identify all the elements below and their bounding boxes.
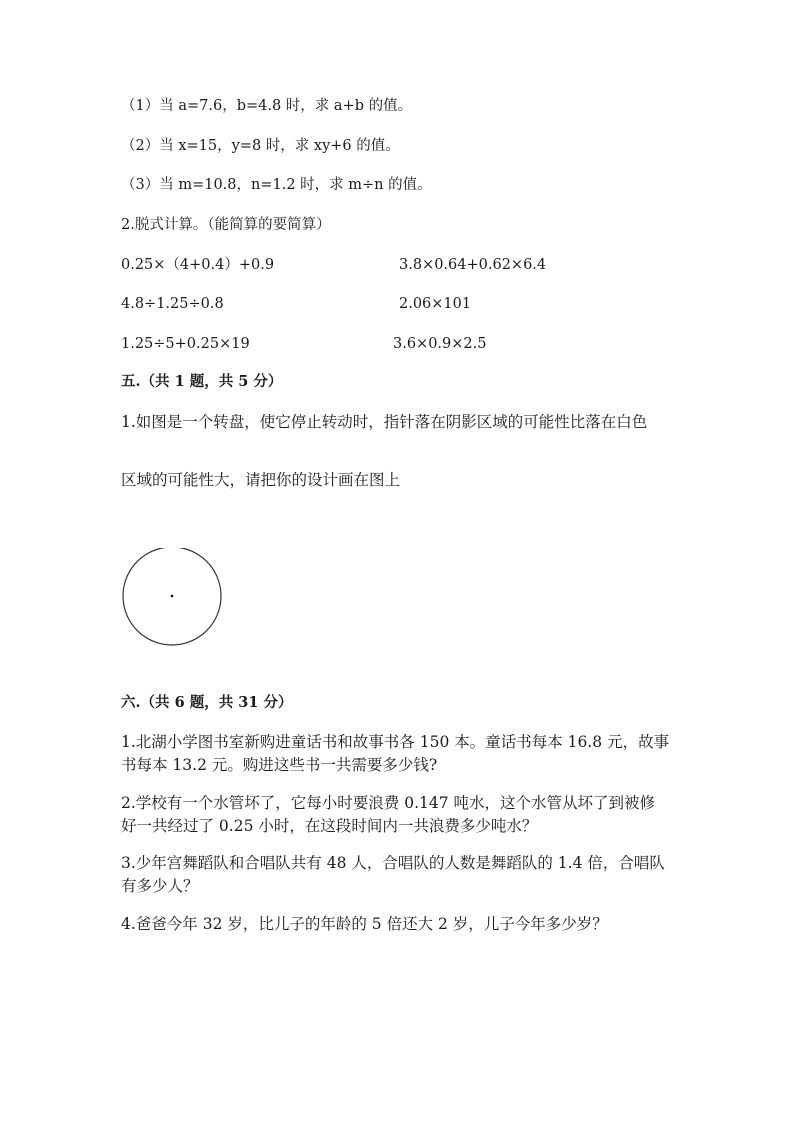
section-5-question-line-1: 1.如图是一个转盘，使它停止转动时，指针落在阴影区域的可能性比落在白色: [121, 413, 648, 431]
expression-5: 1.25÷5+0.25×19: [121, 336, 250, 352]
section-5-heading: 五.（共 1 题，共 5 分）: [121, 373, 283, 390]
expression-1: 0.25×（4+0.4）+0.9: [121, 257, 275, 273]
question-sub-3: （3）当 m=10.8，n=1.2 时，求 m÷n 的值。: [121, 177, 432, 193]
spinner-diagram: [121, 548, 223, 650]
section-6-q2-line-1: 2.学校有一个水管坏了，它每小时要浪费 0.147 吨水，这个水管从坏了到被修: [121, 794, 656, 812]
expression-6: 3.6×0.9×2.5: [393, 336, 487, 352]
spinner-circle: [121, 548, 223, 650]
section-6-q2-line-2: 好一共经过了 0.25 小时，在这段时间内一共浪费多少吨水？: [121, 817, 538, 835]
question-sub-1: （1）当 a=7.6，b=4.8 时，求 a+b 的值。: [121, 98, 413, 114]
section-6-q1-line-2: 书每本 13.2 元。购进这些书一共需要多少钱?: [121, 756, 438, 774]
expression-4: 2.06×101: [399, 296, 472, 312]
section-6-q4: 4.爸爸今年 32 岁，比儿子的年龄的 5 倍还大 2 岁，儿子今年多少岁？: [121, 915, 608, 933]
question-sub-2: （2）当 x=15，y=8 时，求 xy+6 的值。: [121, 138, 400, 154]
expression-3: 4.8÷1.25÷0.8: [121, 296, 224, 312]
section-6-heading: 六.（共 6 题，共 31 分）: [121, 694, 293, 711]
section-6-q3-line-2: 有多少人？: [121, 877, 199, 895]
section-6-q3-line-1: 3.少年宫舞蹈队和合唱队共有 48 人，合唱队的人数是舞蹈队的 1.4 倍，合唱队: [121, 854, 665, 872]
question-2-title: 2.脱式计算。（能简算的要简算）: [121, 217, 331, 233]
section-6-q1-line-1: 1.北湖小学图书室新购进童话书和故事书各 150 本。童话书每本 16.8 元，故事: [121, 733, 670, 751]
expression-2: 3.8×0.64+0.62×6.4: [399, 257, 547, 273]
section-5-question-line-2: 区域的可能性大，请把你的设计画在图上: [121, 471, 401, 489]
spinner-center-dot: [171, 595, 174, 598]
